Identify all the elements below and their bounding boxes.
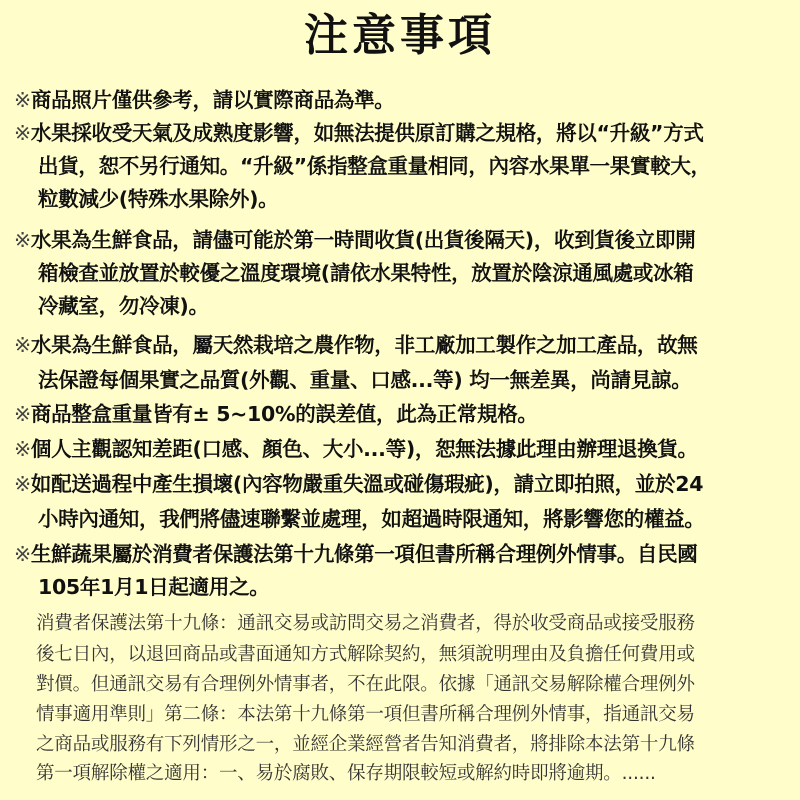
reference-mark-icon: ※ [14, 472, 31, 496]
law-line: 消費者保護法第十九條：通訊交易或訪問交易之消費者，得於收受商品或接受服務 [36, 613, 695, 634]
note-2-line-3: 粒數減少(特殊水果除外)。 [38, 187, 279, 211]
note-1-line-1: ※商品照片僅供參考，請以實際商品為準。 [14, 88, 395, 112]
note-5-line-1: ※商品整盒重量皆有± 5~10%的誤差值，此為正常規格。 [14, 402, 538, 426]
law-line: 第一項解除權之適用：一、易於腐敗、保存期限較短或解約時即將逾期。...... [36, 763, 656, 784]
note-3-line-3: 冷藏室，勿冷凍)。 [38, 294, 209, 318]
note-2-line-1: ※水果採收受天氣及成熟度影響，如無法提供原訂購之規格，將以“升級”方式 [14, 121, 704, 145]
reference-mark-icon: ※ [14, 437, 31, 461]
note-7-line-2: 小時內通知，我們將儘速聯繫並處理，如超過時限通知，將影響您的權益。 [38, 507, 705, 531]
law-line: 情事適用準則」第二條：本法第十九條第一項但書所稱合理例外情事，指通訊交易 [36, 704, 695, 725]
reference-mark-icon: ※ [14, 542, 31, 566]
page-title: 注意事項 [304, 10, 496, 61]
note-4-line-2: 法保證每個果實之品質(外觀、重量、口感...等) 均一無差異，尚請見諒。 [38, 368, 692, 392]
note-2-line-2: 出貨，恕不另行通知。“升級”係指整盒重量相同，內容水果單一果實較大， [38, 154, 711, 178]
reference-mark-icon: ※ [14, 228, 31, 252]
reference-mark-icon: ※ [14, 333, 31, 357]
note-8-line-1: ※生鮮蔬果屬於消費者保護法第十九條第一項但書所稱合理例外情事。自民國 [14, 542, 698, 566]
reference-mark-icon: ※ [14, 121, 31, 145]
note-3-line-2: 箱檢查並放置於較優之溫度環境(請依水果特性，放置於陰涼通風處或冰箱 [38, 261, 694, 285]
note-4-line-1: ※水果為生鮮食品，屬天然栽培之農作物，非工廠加工製作之加工產品，故無 [14, 333, 698, 357]
law-line: 之商品或服務有下列情形之一，並經企業經營者告知消費者，將排除本法第十九條 [36, 734, 695, 755]
note-6-line-1: ※個人主觀認知差距(口感、顏色、大小...等)，恕無法據此理由辦理退換貨。 [14, 437, 698, 461]
reference-mark-icon: ※ [14, 402, 31, 426]
reference-mark-icon: ※ [14, 88, 31, 112]
note-3-line-1: ※水果為生鮮食品，請儘可能於第一時間收貨(出貨後隔天)，收到貨後立即開 [14, 228, 696, 252]
note-7-line-1: ※如配送過程中產生損壞(內容物嚴重失溫或碰傷瑕疵)，請立即拍照，並於24 [14, 472, 704, 496]
law-line: 後七日內，以退回商品或書面通知方式解除契約，無須說明理由及負擔任何費用或 [36, 644, 695, 665]
note-8-line-2: 105年1月1日起適用之。 [38, 575, 270, 599]
law-line: 對價。但通訊交易有合理例外情事者，不在此限。依據「通訊交易解除權合理例外 [36, 674, 695, 695]
